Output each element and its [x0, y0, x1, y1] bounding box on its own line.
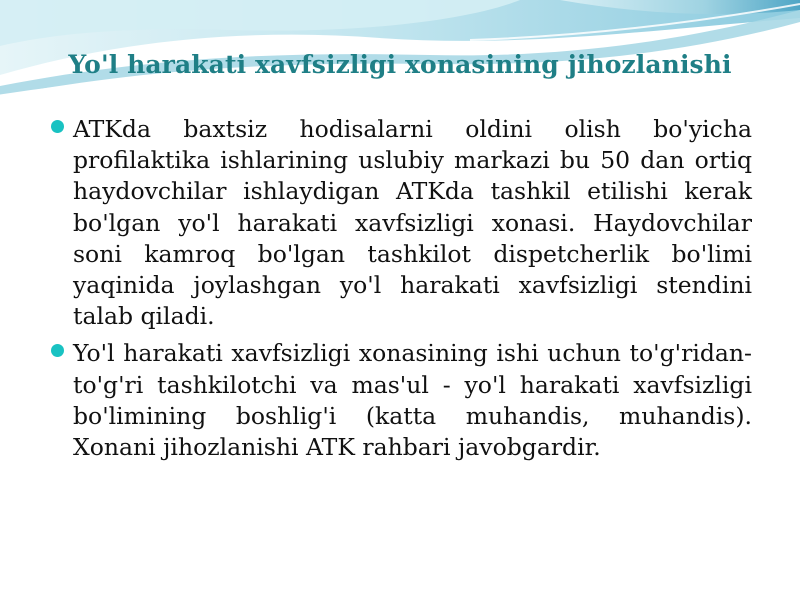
- slide-title: Yo'l harakati xavfsizligi xonasining jihozlanishi: [68, 50, 732, 79]
- bullet-item: [48, 338, 752, 463]
- bullet-dot-icon: [51, 120, 64, 133]
- bullet-dot-icon: [51, 344, 64, 357]
- bullet-text: ATKda baxtsiz hodisalarni oldini olish bo'yicha profilaktika ishlarining uslubiy markazi bu 50 dan ortiq haydovchilar ishlaydigan ATKda tashkil etilishi kerak bo'lgan yo'l harakati xavfsizligi xonasi. Haydovchilar soni kamroq bo'lgan tashkilot dispetcherlik bo'limi yaqinida joylashgan yo'l harakati xavfsizligi stendini talab qiladi.: [73, 115, 752, 331]
- bullet-item: [48, 114, 752, 332]
- bullet-list: [48, 114, 752, 469]
- bullet-text: Yo'l harakati xavfsizligi xonasining ishi uchun to'g'ridan-to'g'ri tashkilotchi va mas'ul - yo'l harakati xavfsizligi bo'limining boshlig'i (katta muhandis, muhandis). Xonani jihozlanishi ATK rahbari javobgardir.: [73, 339, 752, 462]
